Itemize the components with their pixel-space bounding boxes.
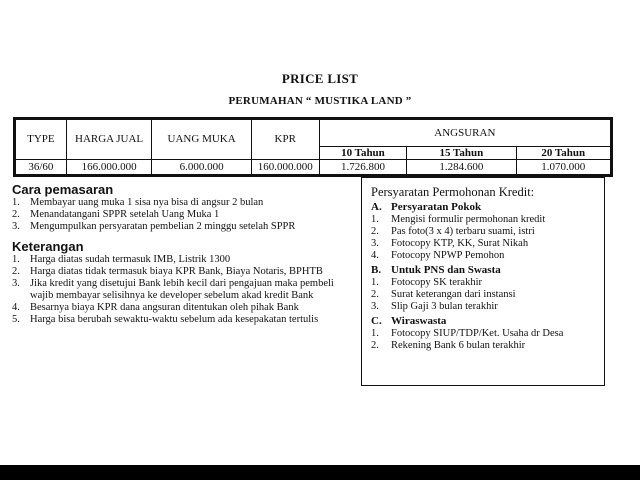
list-item-number: 2. bbox=[371, 226, 379, 237]
persyaratan-box bbox=[361, 177, 605, 386]
list-item-number: 1. bbox=[12, 254, 20, 265]
list-item-number: 2. bbox=[371, 340, 379, 351]
list-item-number: 3. bbox=[371, 238, 379, 249]
list-item-text: Membayar uang muka 1 sisa nya bisa di angsur 2 bulan bbox=[30, 197, 264, 208]
section-letter: C. bbox=[371, 315, 382, 327]
list-item-text: Surat keterangan dari instansi bbox=[391, 289, 516, 300]
list-item-text: Fotocopy KTP, KK, Surat Nikah bbox=[391, 238, 529, 249]
list-item-number: 2. bbox=[371, 289, 379, 300]
left-column bbox=[12, 182, 357, 332]
list-item-text: Harga diatas tidak termasuk biaya KPR Bank, Biaya Notaris, BPHTB bbox=[30, 266, 323, 277]
list-item-text: Pas foto(3 x 4) terbaru suami, istri bbox=[391, 226, 535, 237]
list-item-number: 3. bbox=[371, 301, 379, 312]
page-subtitle: PERUMAHAN “ MUSTIKA LAND ” bbox=[228, 95, 412, 107]
list-item bbox=[371, 214, 596, 226]
cell-uang-muka: 6.000.000 bbox=[152, 160, 251, 176]
list-item-text: Slip Gaji 3 bulan terakhir bbox=[391, 301, 498, 312]
list-item bbox=[371, 289, 596, 301]
cara-pemasaran-list bbox=[12, 197, 357, 233]
section-a-list bbox=[371, 214, 596, 262]
section-letter: A. bbox=[371, 201, 382, 213]
list-item-number: 5. bbox=[12, 314, 20, 325]
header-kpr: KPR bbox=[251, 119, 319, 160]
list-item bbox=[12, 266, 357, 278]
header-type: TYPE bbox=[15, 119, 67, 160]
table-row bbox=[15, 160, 612, 176]
list-item bbox=[371, 340, 596, 352]
list-item-number: 4. bbox=[371, 250, 379, 261]
cara-pemasaran-title: Cara pemasaran bbox=[12, 182, 114, 197]
list-item bbox=[12, 302, 357, 314]
list-item-number: 1. bbox=[12, 197, 20, 208]
cell-10-tahun: 1.726.800 bbox=[319, 160, 407, 176]
cell-kpr: 160.000.000 bbox=[251, 160, 319, 176]
header-15-tahun: 15 Tahun bbox=[407, 147, 516, 160]
list-item-text: Fotocopy SK terakhir bbox=[391, 277, 482, 288]
list-item-text: Mengumpulkan persyaratan pembelian 2 minggu setelah SPPR bbox=[30, 221, 296, 232]
cell-20-tahun: 1.070.000 bbox=[516, 160, 612, 176]
section-b-list bbox=[371, 277, 596, 313]
section-c-header bbox=[371, 315, 596, 328]
list-item-text: Fotocopy NPWP Pemohon bbox=[391, 250, 505, 261]
list-item bbox=[371, 238, 596, 250]
list-item-number: 3. bbox=[12, 278, 20, 289]
header-10-tahun: 10 Tahun bbox=[319, 147, 407, 160]
section-c-list bbox=[371, 328, 596, 352]
list-item-text: Jika kredit yang disetujui Bank lebih kecil dari pengajuan maka pembeli wajib membayar selisihnya ke developer sebelum akad kredit Bank bbox=[30, 278, 334, 301]
list-item bbox=[371, 277, 596, 289]
price-table bbox=[13, 117, 613, 177]
section-title: Wiraswasta bbox=[391, 315, 447, 327]
header-harga-jual: HARGA JUAL bbox=[66, 119, 152, 160]
cell-type: 36/60 bbox=[15, 160, 67, 176]
list-item-number: 1. bbox=[371, 328, 379, 339]
section-b-header bbox=[371, 264, 596, 277]
page-title: PRICE LIST bbox=[281, 71, 359, 86]
list-item bbox=[12, 209, 357, 221]
keterangan-list bbox=[12, 254, 357, 326]
list-item-number: 2. bbox=[12, 209, 20, 220]
list-item-text: Mengisi formulir permohonan kredit bbox=[391, 214, 546, 225]
cell-harga-jual: 166.000.000 bbox=[66, 160, 152, 176]
section-a-header bbox=[371, 201, 596, 214]
list-item-text: Besarnya biaya KPR dana angsuran ditentukan oleh pihak Bank bbox=[30, 302, 299, 313]
list-item-number: 1. bbox=[371, 214, 379, 225]
list-item-number: 4. bbox=[12, 302, 20, 313]
header-uang-muka: UANG MUKA bbox=[152, 119, 251, 160]
section-title: Untuk PNS dan Swasta bbox=[391, 264, 501, 276]
list-item bbox=[371, 250, 596, 262]
section-letter: B. bbox=[371, 264, 382, 276]
list-item-number: 1. bbox=[371, 277, 379, 288]
list-item bbox=[12, 314, 357, 326]
list-item bbox=[12, 254, 357, 266]
list-item-text: Fotocopy SIUP/TDP/Ket. Usaha dr Desa bbox=[391, 328, 564, 339]
list-item-text: Rekening Bank 6 bulan terakhir bbox=[391, 340, 526, 351]
list-item-text: Harga diatas sudah termasuk IMB, Listrik 1300 bbox=[30, 254, 231, 265]
list-item-text: Menandatangani SPPR setelah Uang Muka 1 bbox=[30, 209, 220, 220]
bottom-black-bar bbox=[0, 465, 640, 480]
cell-15-tahun: 1.284.600 bbox=[407, 160, 516, 176]
list-item-number: 2. bbox=[12, 266, 20, 277]
section-title: Persyaratan Pokok bbox=[391, 201, 482, 213]
header-angsuran: ANGSURAN bbox=[319, 119, 611, 147]
list-item bbox=[12, 221, 357, 233]
persyaratan-title: Persyaratan Permohonan Kredit: bbox=[371, 185, 535, 199]
list-item-text: Harga bisa berubah sewaktu-waktu sebelum ada kesepakatan tertulis bbox=[30, 314, 319, 325]
header-20-tahun: 20 Tahun bbox=[516, 147, 612, 160]
list-item-number: 3. bbox=[12, 221, 20, 232]
list-item bbox=[371, 301, 596, 313]
list-item bbox=[12, 278, 357, 302]
list-item bbox=[371, 226, 596, 238]
keterangan-title: Keterangan bbox=[12, 239, 84, 254]
list-item bbox=[12, 197, 357, 209]
list-item bbox=[371, 328, 596, 340]
